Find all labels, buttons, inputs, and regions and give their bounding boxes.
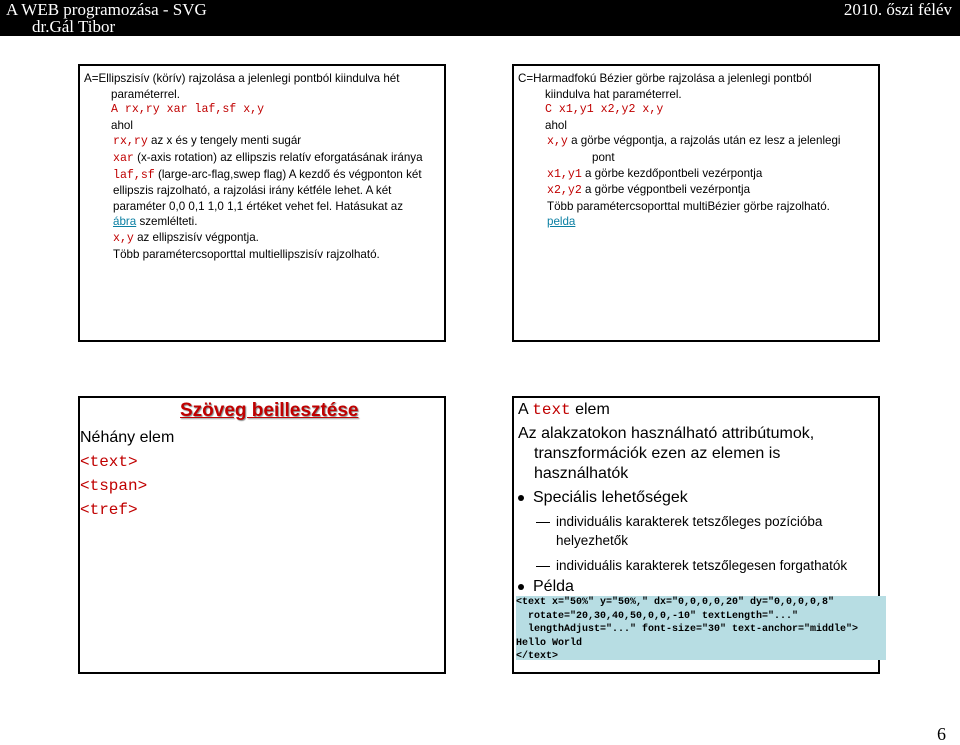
page-number: 6 xyxy=(937,724,946,744)
header-author: dr.Gál Tibor xyxy=(32,17,116,36)
slide4-sub1b: helyezhetők xyxy=(556,533,629,548)
slide2-ahol: ahol xyxy=(545,118,567,132)
laf-text3: paraméter 0,0 0,1 1,0 1,1 értéket vehet fel. Hatásukat az xyxy=(113,199,404,213)
laf-text2: ellipszis rajzolható, a rajzolási irány kétféle lehet. A két xyxy=(113,184,392,198)
slide1-line1: A=Ellipszisív (körív) rajzolása a jelenlegi pontból kiindulva hét xyxy=(84,72,400,85)
slide4-p1: Az alakzatokon használható attribútumok, xyxy=(518,425,815,442)
header-semester: 2010. őszi félév xyxy=(843,0,952,19)
slide4-sub1: individuális karakterek tetszőleges pozícióba xyxy=(556,514,823,529)
rxry-code: rx,ry xyxy=(113,135,148,149)
laf-code: laf,sf xyxy=(113,168,155,182)
slide-arc-command xyxy=(78,64,446,342)
laf-text: (large-arc-flag,swep flag) A kezdő és végponton két xyxy=(154,167,422,181)
slide3-item-tspan: <tspan> xyxy=(80,477,148,495)
bullet-icon xyxy=(518,584,524,590)
xy-text: az ellipszisív végpontja. xyxy=(133,230,259,244)
slide4-p1b: transzformációk ezen az elemen is xyxy=(534,445,781,462)
slide3-intro: Néhány elem xyxy=(80,429,175,446)
header-title: A WEB programozása - SVG xyxy=(6,0,207,19)
slide3-item-text: <text> xyxy=(80,453,138,471)
slide4-title-code: text xyxy=(532,401,571,419)
bullet-icon xyxy=(518,495,524,501)
slide4-bullet1: Speciális lehetőségek xyxy=(533,489,688,506)
slide-bezier-command xyxy=(512,64,880,342)
pelda-link[interactable]: pelda xyxy=(547,215,576,229)
slide4-sub2: individuális karakterek tetszőlegesen forgathatók xyxy=(556,558,848,573)
slide4-bullet2: Példa xyxy=(533,578,574,595)
abra-after: szemlélteti. xyxy=(136,215,198,229)
xar-text: (x-axis rotation) az ellipszis relatív eforgatásának iránya xyxy=(133,150,423,164)
abra-link[interactable]: ábra xyxy=(113,215,137,229)
xy-code-2: x,y xyxy=(547,135,568,149)
slide1-ahol: ahol xyxy=(111,118,133,132)
xy-text-2: a görbe végpontja, a rajzolás után ez lesz a jelenlegi xyxy=(567,134,841,148)
slide4-title-post: elem xyxy=(570,401,610,418)
slide4-title xyxy=(518,400,878,420)
rxry-text: az x és y tengely menti sugár xyxy=(147,134,302,148)
x1-code: x1,y1 xyxy=(547,167,582,181)
xar-code: xar xyxy=(113,151,134,165)
slide2-syntax: C x1,y1 x2,y2 x,y xyxy=(545,103,664,117)
x2-code: x2,y2 xyxy=(547,184,582,198)
slide2-line1: C=Harmadfokú Bézier görbe rajzolása a jelenlegi pontból xyxy=(518,72,812,85)
slide1-syntax: A rx,ry xar laf,sf x,y xyxy=(111,103,265,117)
slide3-item-tref: <tref> xyxy=(80,501,138,519)
slide4-p1c: használhatók xyxy=(534,465,629,482)
dash-icon xyxy=(536,566,550,567)
slide3-title: Szöveg beillesztése xyxy=(180,400,359,421)
slide1-line2: paraméterrel. xyxy=(111,87,180,101)
slide4-title-pre: A xyxy=(518,401,533,418)
slide2-more: Több paramétercsoporttal multiBézier görbe rajzolható. xyxy=(547,199,830,213)
slide1-more: Több paramétercsoporttal multiellipszisív rajzolható. xyxy=(113,247,380,261)
dash-icon xyxy=(536,522,550,523)
code-example: <text x="50%" y="50%," dx="0,0,0,0,20" dy="0,0,0,0,8" rotate="20,30,40,50,0,0,-10" textLength="..." lengthAdjust="..." font-size="30" text-anchor="middle"> Hello World </text> xyxy=(516,596,886,660)
slide2-line2: kiindulva hat paraméterrel. xyxy=(545,87,682,101)
xy-code: x,y xyxy=(113,231,134,245)
x2-text: a görbe végpontbeli vezérpontja xyxy=(581,183,751,197)
xy-text2-2: pont xyxy=(592,150,615,164)
x1-text: a görbe kezdőpontbeli vezérpontja xyxy=(581,166,763,180)
slide-text-insertion xyxy=(78,396,446,674)
